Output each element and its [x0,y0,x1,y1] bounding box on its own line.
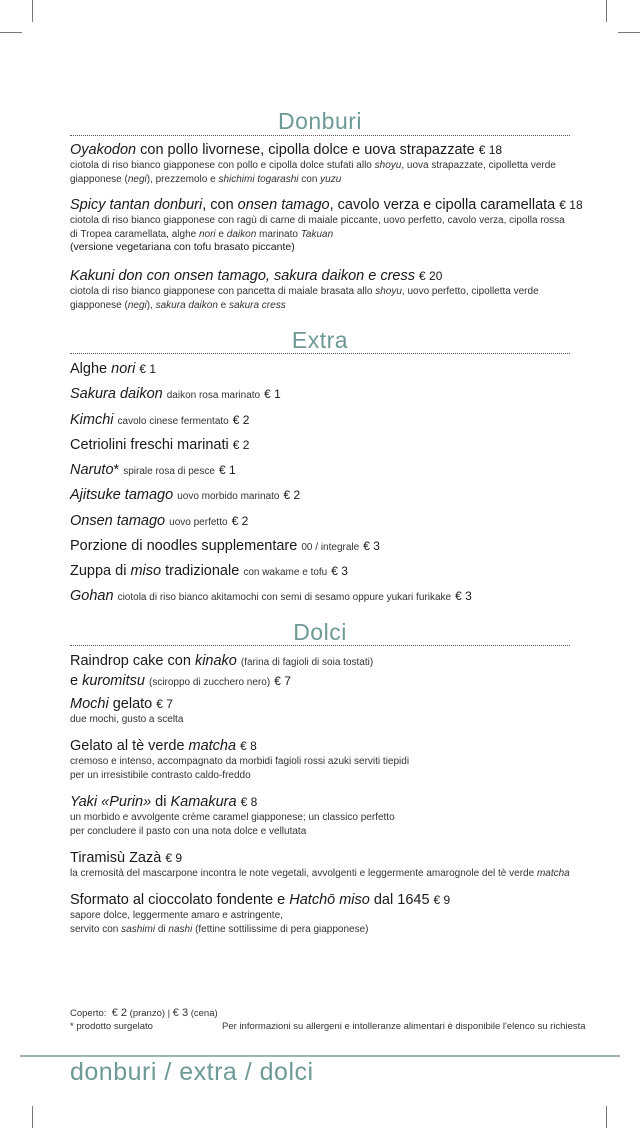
extra-item: Naruto* spirale rosa di pesce € 1 [70,462,236,478]
crop-mark-bottom-left [32,1106,33,1128]
dessert-yaki-purin: Yaki «Purin» di Kamakura € 8 un morbido e avvolgente crème caramel giapponese; un classico perfetto per concludere il pasto con una nota dolce e vellutata [70,794,395,837]
extra-rule [70,353,570,354]
menu-item-kakuni-don: Kakuni don con onsen tamago, sakura daikon e cress € 20 ciotola di riso bianco giapponese con pancetta di maiale brasata allo shoyu, uovo perfetto, cipolletta verde giapponese (negi), sakura daikon e sakura cress [70,268,539,311]
menu-item-oyakodon: Oyakodon con pollo livornese, cipolla dolce e uova strapazzate € 18 ciotola di riso bianco giapponese con pollo e cipolla dolce stufati allo shoyu, uova strapazzate, cipolletta verde giapponese (negi), prezzemolo e shichimi togarashi con yuzu [70,142,556,185]
extra-item: Kimchi cavolo cinese fermentato € 2 [70,412,250,428]
crop-mark-bottom-right [606,1106,607,1128]
coperto-note: Coperto: € 2 (pranzo) | € 3 (cena) [70,1007,218,1019]
extra-item: Gohan ciotola di riso bianco akitamochi con semi di sesamo oppure yukari furikake € 3 [70,588,472,604]
dolci-rule [70,645,570,646]
extra-title: Extra [291,327,349,353]
crop-mark-top-left [32,0,33,22]
donburi-title: Donburi [277,108,363,134]
dessert-tiramisu: Tiramisù Zazà € 9 la cremosità del mascarpone incontra le note vegetali, avvolgenti e leggermente amarognole del tè verde matcha [70,850,570,879]
crop-mark-top-right-h [618,32,640,33]
extra-item: Ajitsuke tamago uovo morbido marinato € 2 [70,487,301,503]
crop-mark-top-left-h [0,32,22,33]
dessert-raindrop-cake: Raindrop cake con kinako (farina di fagioli di soia tostati) e kuromitsu (sciroppo di zucchero nero) € 7 [70,653,374,689]
donburi-rule [70,135,570,136]
extra-item: Onsen tamago uovo perfetto € 2 [70,513,249,529]
frozen-note: * prodotto surgelato [70,1021,153,1032]
extra-item: Porzione di noodles supplementare 00 / integrale € 3 [70,538,380,554]
footer-title: donburi / extra / dolci [70,1058,314,1086]
crop-mark-top-right [606,0,607,22]
extra-item: Zuppa di miso tradizionale con wakame e tofu € 3 [70,563,348,579]
dessert-sformato: Sformato al cioccolato fondente e Hatchō miso dal 1645 € 9 sapore dolce, leggermente amaro e astringente, servito con sashimi di nashi (fettine sottilissime di pera giapponese) [70,892,451,935]
extra-item: Sakura daikon daikon rosa marinato € 1 [70,386,281,402]
footer-rule [20,1055,620,1057]
extra-item: Alghe nori € 1 [70,361,157,377]
allergens-note: Per informazioni su allergeni e intolleranze alimentari è disponibile l'elenco su richiesta [222,1021,586,1032]
vegetarian-note: (versione vegetariana con tofu brasato piccante) [70,241,295,253]
dessert-gelato-matcha: Gelato al tè verde matcha € 8 cremoso e intenso, accompagnato da morbidi fagioli rossi azuki serviti tiepidi per un irresistibile contrasto caldo-freddo [70,738,410,781]
menu-item-spicy-tantan: Spicy tantan donburi, con onsen tamago, cavolo verza e cipolla caramellata € 18 ciotola di riso bianco giapponese con ragù di carne di maiale piccante, uovo perfetto, cavolo verza, cipolla rossa di Tropea caramellata, alghe nori e daikon marinato Takuan (versione vegetariana con tofu brasato piccante) [70,197,583,253]
extra-item: Cetriolini freschi marinati € 2 [70,437,250,453]
dolci-title: Dolci [293,619,347,645]
dessert-mochi-gelato: Mochi gelato € 7 due mochi, gusto a scelta [70,696,184,725]
